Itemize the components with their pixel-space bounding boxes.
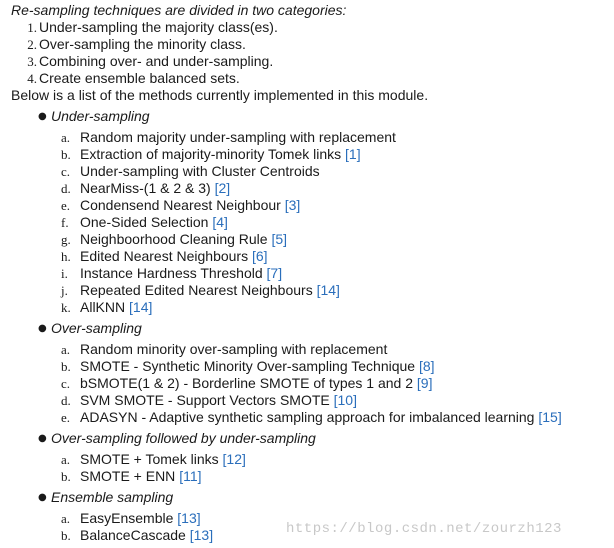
method-letter: e. [61,198,71,213]
section-title: Over-sampling followed by under-sampling [51,430,316,446]
method-text: SVM SMOTE - Support Vectors SMOTE [80,392,330,408]
method-letter: a. [61,452,71,467]
method-text: One-Sided Selection [80,214,209,230]
reference-link[interactable]: [14] [316,282,340,298]
method-item [11,468,611,485]
reference-link[interactable]: [8] [418,358,435,374]
method-text: Instance Hardness Threshold [80,265,263,281]
method-item [11,358,611,375]
intro-text: Re-sampling techniques are divided in two categories: [11,2,347,18]
category-number: 1. [27,20,37,35]
method-text: Neighboorhood Cleaning Rule [80,231,268,247]
reference-link[interactable]: [3] [284,197,301,213]
document-body [11,2,611,544]
category-list [11,19,611,87]
method-letter: b. [61,359,71,374]
method-letter: a. [61,342,71,357]
method-letter: j. [61,283,68,298]
method-text: SMOTE - Synthetic Minority Over-sampling Technique [80,358,416,374]
method-text: NearMiss-(1 & 2 & 3) [80,180,211,196]
watermark-text: https://blog.csdn.net/zourzh123 [286,521,562,537]
method-letter: a. [61,511,71,526]
method-letter: f. [61,215,69,230]
method-letter: i. [61,266,68,281]
method-list [11,451,611,485]
method-letter: e. [61,410,71,425]
reference-link[interactable]: [6] [252,248,268,264]
method-letter: h. [61,249,71,264]
reference-link[interactable]: [4] [212,214,228,230]
reference-link[interactable]: [2] [214,180,231,196]
section-title: Ensemble sampling [51,489,174,505]
section-heading [11,430,611,447]
section-heading [11,108,611,125]
section-title: Under-sampling [51,108,150,124]
method-item [11,265,611,282]
method-list [11,129,611,316]
method-text: ADASYN - Adaptive synthetic sampling approach for imbalanced learning [80,409,535,425]
reference-link[interactable]: [7] [266,265,283,281]
method-letter: b. [61,147,71,162]
method-text: Condensend Nearest Neighbour [80,197,281,213]
method-item [11,282,611,299]
method-letter: b. [61,469,71,484]
method-item [11,231,611,248]
method-letter: a. [61,130,71,145]
category-item [11,19,611,36]
category-text: Over-sampling the minority class. [39,36,246,52]
method-item [11,197,611,214]
section-combined-sampling [11,430,611,485]
method-letter: d. [61,181,71,196]
reference-link[interactable]: [12] [222,451,246,467]
method-text: SMOTE + Tomek links [80,451,219,467]
method-item [11,163,611,180]
method-item [11,180,611,197]
method-item [11,248,611,265]
section-title: Over-sampling [51,320,142,336]
reference-link[interactable]: [14] [129,299,153,315]
category-item [11,36,611,53]
method-text: BalanceCascade [80,527,186,543]
method-text: EasyEnsemble [80,510,174,526]
method-text: SMOTE + ENN [80,468,176,484]
bullet-icon: ● [38,111,47,122]
method-item [11,129,611,146]
method-text: Repeated Edited Nearest Neighbours [80,282,313,298]
section-heading [11,489,611,506]
method-text: AllKNN [80,299,126,315]
reference-link[interactable]: [13] [177,510,201,526]
method-text: Extraction of majority-minority Tomek links [80,146,342,162]
method-item [11,299,611,316]
section-over-sampling [11,320,611,426]
method-letter: d. [61,393,71,408]
category-item [11,70,611,87]
method-letter: k. [61,300,71,315]
section-heading [11,320,611,337]
category-item [11,53,611,70]
method-letter: g. [61,232,71,247]
reference-link[interactable]: [13] [189,527,214,543]
method-list [11,341,611,426]
reference-link[interactable]: [5] [271,231,288,247]
reference-link[interactable]: [15] [538,409,562,425]
category-text: Create ensemble balanced sets. [39,70,240,86]
reference-link[interactable]: [11] [179,468,202,484]
category-number: 4. [27,71,37,86]
category-text: Combining over- and under-sampling. [39,53,274,69]
bullet-icon: ● [38,492,47,503]
method-text: Under-sampling with Cluster Centroids [80,163,320,179]
method-text: Random minority over-sampling with replacement [80,341,388,357]
section-under-sampling [11,108,611,316]
method-text: Edited Nearest Neighbours [80,248,249,264]
method-item [11,451,611,468]
method-text: Random majority under-sampling with replacement [80,129,396,145]
category-text: Under-sampling the majority class(es). [39,19,278,35]
reference-link[interactable]: [10] [333,392,357,408]
reference-link[interactable]: [1] [345,146,361,162]
method-item [11,409,611,426]
method-item [11,214,611,231]
methods-intro-text: Below is a list of the methods currently implemented in this module. [11,87,429,103]
method-letter: b. [61,528,71,543]
bullet-icon: ● [38,323,47,334]
method-letter: c. [61,376,71,391]
method-letter: c. [61,164,71,179]
method-item [11,375,611,392]
method-item [11,146,611,163]
method-item [11,392,611,409]
reference-link[interactable]: [9] [416,375,433,391]
category-number: 2. [27,37,37,52]
category-number: 3. [27,54,37,69]
method-item [11,341,611,358]
bullet-icon: ● [38,433,47,444]
method-text: bSMOTE(1 & 2) - Borderline SMOTE of types 1 and 2 [80,375,414,391]
